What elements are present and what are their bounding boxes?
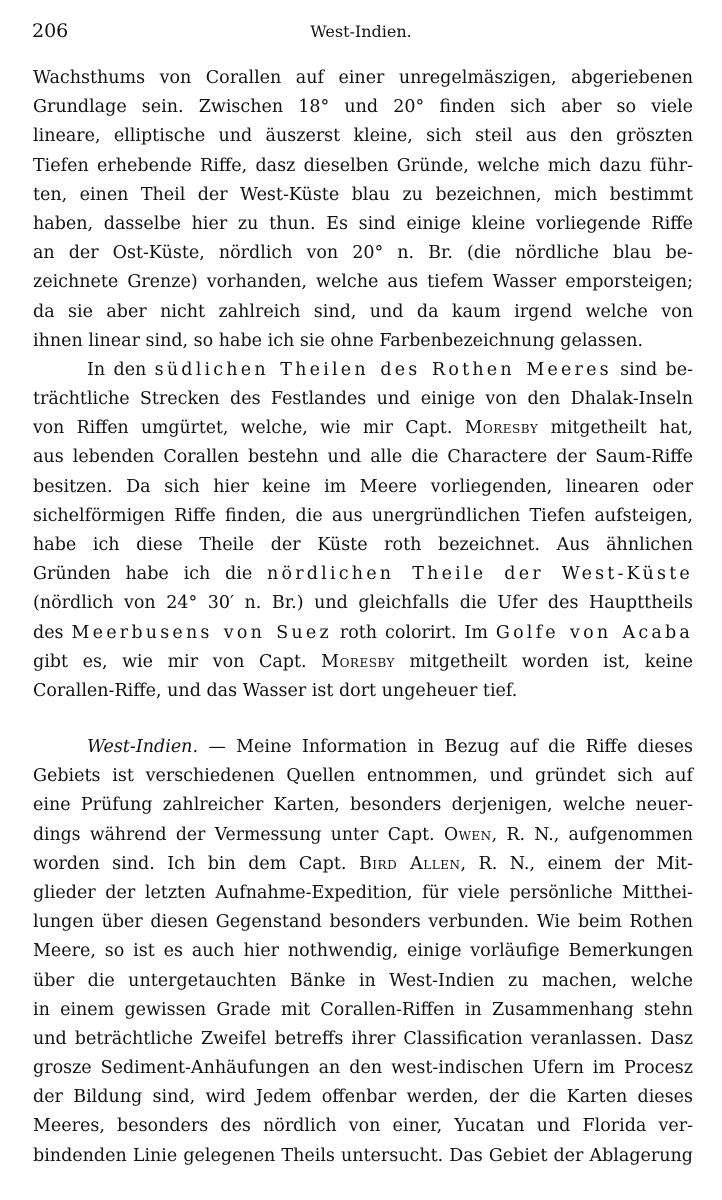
text-line: eine Prüfung zahlreicher Karten, besonders derjenigen, welche neuer- bbox=[33, 795, 693, 816]
text-line: Gründen habe ich die nördlichen Theile der West-Küste bbox=[33, 564, 693, 585]
paragraph-block-west-indies bbox=[33, 733, 693, 1171]
text-line: da sie aber nicht zahlreich sind, und da kaum irgend welche von bbox=[33, 301, 693, 322]
person-name: Moresby bbox=[464, 418, 539, 439]
text-line: Meeres, besonders des nördlich von einer, Yucatan und Florida ver- bbox=[33, 1116, 693, 1137]
text-line: ihnen linear sind, so habe ich sie ohne Farbenbezeichnung gelassen. bbox=[33, 330, 644, 351]
text-line: Tiefen erhebende Riffe, dasz dieselben Gründe, welche mich dazu führ- bbox=[33, 155, 693, 176]
text-line: der Bildung sind, wird Jedem offenbar werden, der die Karten dieses bbox=[33, 1087, 693, 1108]
spaced-emphasis: südlichen Theilen des Rothen Meeres bbox=[154, 359, 612, 380]
text-line: haben, dasselbe hier zu thun. Es sind einige kleine vorliegende Riffe bbox=[33, 213, 693, 234]
text-line: sichelförmigen Riffe finden, die aus unergründlichen Tiefen aufsteigen, bbox=[33, 505, 693, 526]
text-line: glieder der letzten Aufnahme-Expedition, für viele persönliche Mitthei- bbox=[33, 882, 693, 903]
text-line: Grundlage sein. Zwischen 18° und 20° finden sich aber so viele bbox=[33, 97, 693, 118]
text-line: Wachsthums von Corallen auf einer unregelmäszigen, abgeriebenen bbox=[33, 68, 693, 88]
text-line: dings während der Vermessung unter Capt. Owen, R. N., aufgenommen bbox=[33, 824, 693, 845]
text-line: Gebiets ist verschiedenen Quellen entnommen, und gründet sich auf bbox=[33, 766, 693, 787]
text-line: und beträchtliche Zweifel betreffs ihrer Classification veranlassen. Dasz bbox=[33, 1028, 693, 1049]
person-name: Bird Allen bbox=[358, 853, 461, 874]
text-line: habe ich diese Theile der Küste roth bezeichnet. Aus ähnlichen bbox=[33, 535, 693, 555]
text-line: trächtliche Strecken des Festlandes und einige von den Dhalak-Inseln bbox=[33, 389, 693, 410]
person-name: Moresby bbox=[321, 651, 395, 672]
spaced-emphasis: Meerbusens von Suez bbox=[71, 622, 332, 643]
text-line: bindenden Linie gelegenen Theils untersucht. Das Gebiet der Ablagerung bbox=[33, 1145, 693, 1166]
text-line: Meere, so ist es auch hier nothwendig, einige vorläufige Bemerkungen bbox=[33, 941, 693, 962]
text-line: zeichnete Grenze) vorhanden, welche aus tiefem Wasser emporsteigen; bbox=[33, 272, 693, 293]
text-line: worden sind. Ich bin dem Capt. Bird Allen, R. N., einem der Mit- bbox=[33, 853, 693, 874]
text-line: lineare, elliptische und äuszerst kleine, sich steil aus den gröszten bbox=[33, 126, 693, 147]
running-title: West-Indien. bbox=[310, 22, 412, 41]
spaced-emphasis: nördlichen Theile der West-Küste bbox=[266, 564, 693, 585]
section-heading: West-Indien. bbox=[87, 737, 199, 757]
text-line: grosze Sediment-Anhäufungen an den west-indischen Ufern im Procesz bbox=[33, 1058, 693, 1079]
text-line: besitzen. Da sich hier keine im Meere vorliegenden, linearen oder bbox=[33, 476, 693, 497]
text-line: in einem gewissen Grade mit Corallen-Riffen in Zusammenhang stehn bbox=[33, 999, 693, 1020]
page-header bbox=[32, 20, 690, 48]
text-line: In den südlichen Theilen des Rothen Meeres sind be- bbox=[87, 359, 693, 380]
paragraph-block-red-sea bbox=[33, 64, 693, 706]
text-line: gibt es, wie mir von Capt. Moresby mitgetheilt worden ist, keine bbox=[33, 651, 693, 672]
text-line: West-Indien. — Meine Information in Bezug auf die Riffe dieses bbox=[87, 737, 693, 757]
text-line: Corallen-Riffe, und das Wasser ist dort ungeheuer tief. bbox=[33, 680, 518, 701]
text-line: des Meerbusens von Suez roth colorirt. Im Golfe von Acaba bbox=[33, 622, 693, 643]
person-name: Owen bbox=[443, 824, 492, 845]
text-line: ten, einen Theil der West-Küste blau zu bezeichnen, mich bestimmt bbox=[33, 184, 693, 205]
text-line: (nördlich von 24° 30′ n. Br.) und gleichfalls die Ufer des Haupttheils bbox=[33, 593, 693, 614]
text-line: von Riffen umgürtet, welche, wie mir Capt. Moresby mitgetheilt hat, bbox=[33, 418, 694, 439]
page-number: 206 bbox=[32, 20, 69, 42]
text-line: lungen über diesen Gegenstand besonders verbunden. Wie beim Rothen bbox=[33, 912, 693, 933]
spaced-emphasis: Golfe von Acaba bbox=[495, 622, 693, 643]
text-line: aus lebenden Corallen bestehn und alle die Charactere der Saum-Riffe bbox=[33, 447, 693, 468]
text-line: über die untergetauchten Bänke in West-Indien zu machen, welche bbox=[33, 970, 693, 991]
text-line: an der Ost-Küste, nördlich von 20° n. Br. (die nördliche blau be- bbox=[33, 243, 693, 264]
